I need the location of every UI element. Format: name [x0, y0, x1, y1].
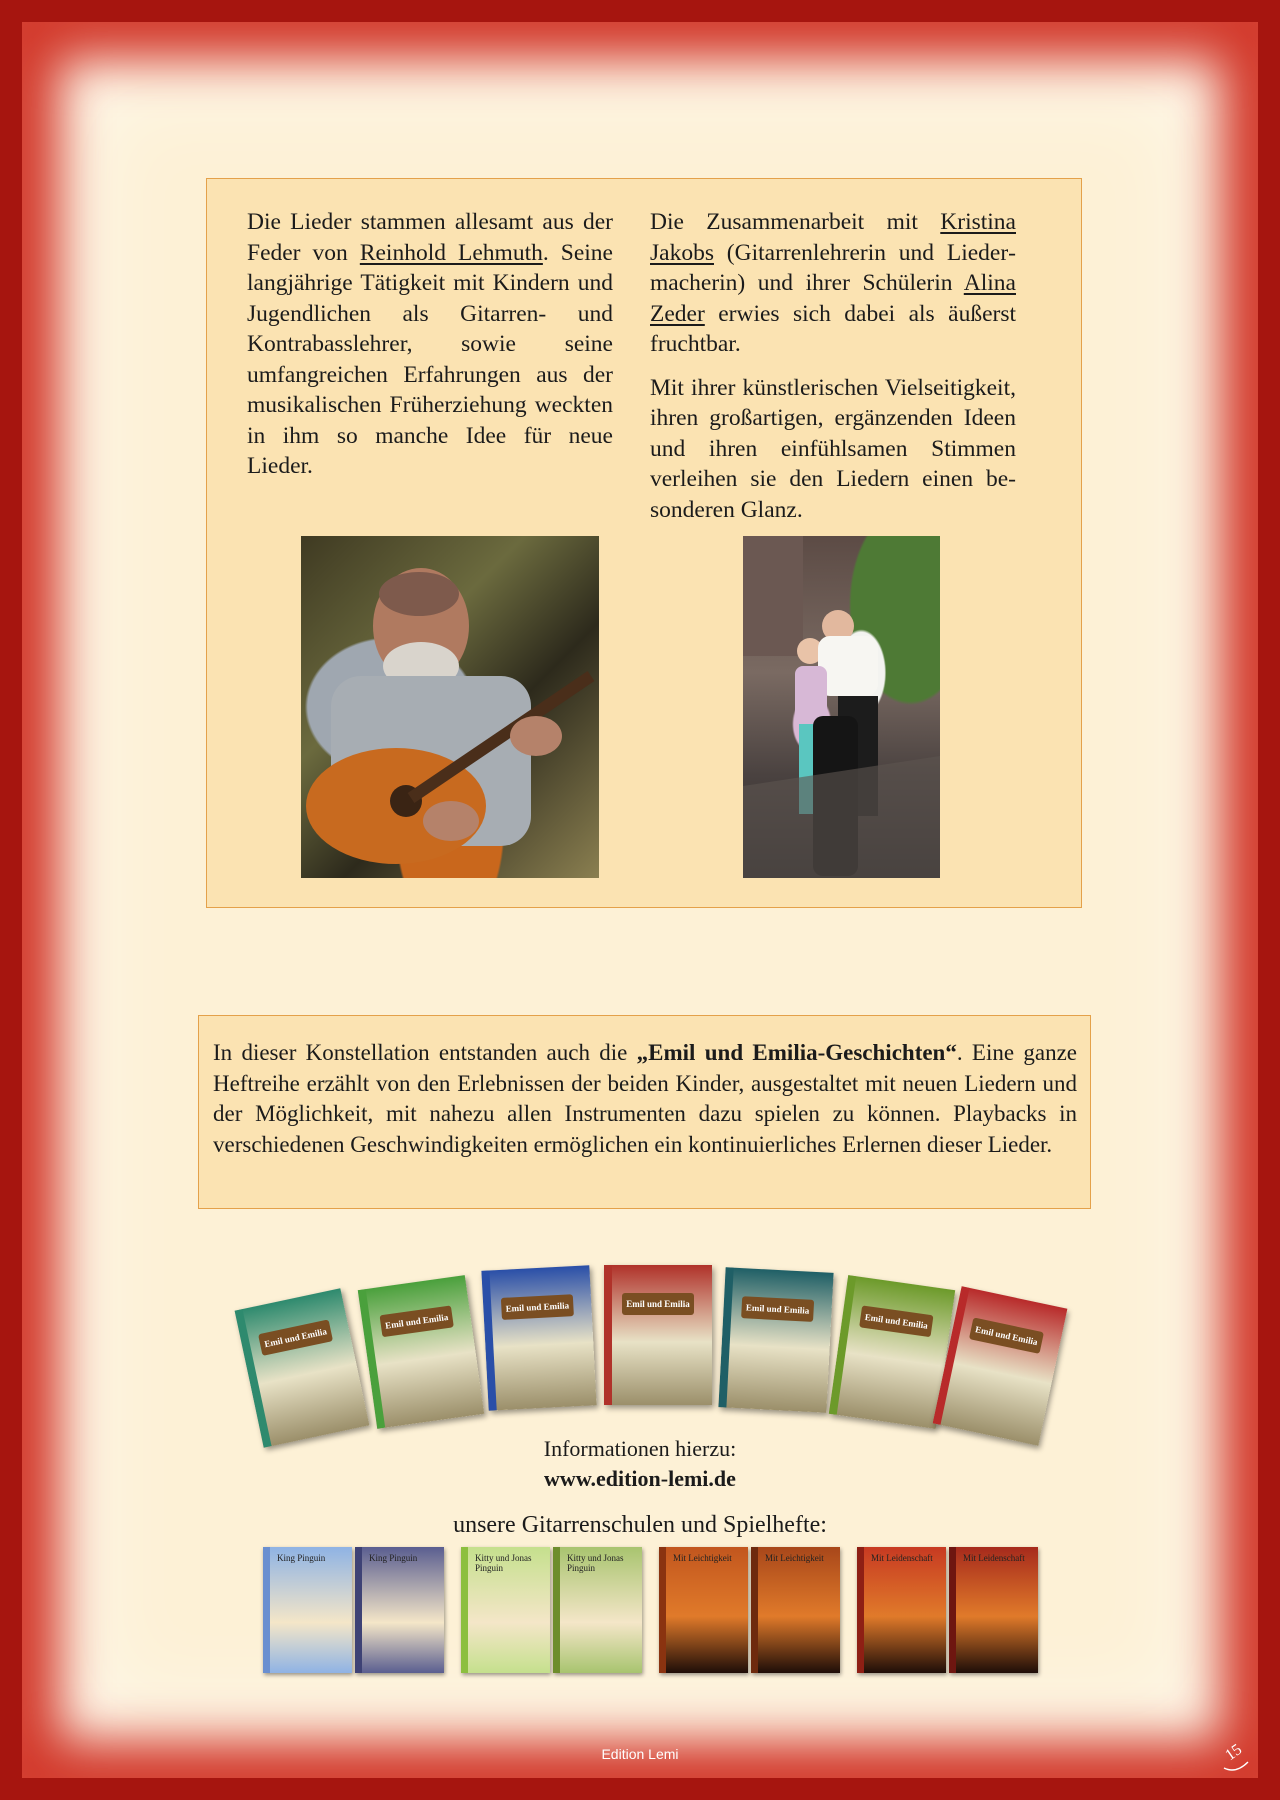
series-paragraph — [213, 1038, 1077, 1160]
book-title: Mit Leidenschaft — [963, 1553, 1025, 1563]
book-title: Mit Leichtigkeit — [765, 1553, 824, 1563]
right-text-c: erwies sich dabei als äußerst fruchtbar. — [650, 300, 1016, 357]
series-info-box — [198, 1015, 1091, 1209]
left-text-b: . Seine langjährige Tätigkeit mit Kindern und Jugendlichen als Gitarren- und Kontrabasslehrer, sowie seine umfangreichen Erfahrungen aus der musikalischen Früherziehung weckten in ihm so manche Idee für neue Lieder. — [247, 239, 613, 479]
right-text-a: Die Zusammenarbeit mit — [650, 209, 941, 235]
guitar-schools-label: unsere Gitarrenschulen und Spielhefte: — [453, 1512, 827, 1538]
series-description: . Eine ganze Heftreihe erzählt von den Erlebnissen der beiden Kinder, ausgestaltet mit neuen Liedern und der Möglichkeit, mit nahezu allen Instrumenten dazu spielen zu können. Playbacks in verschiedenen Geschwindigkeiten ermöglichen ein kontinuierliches Erlernen dieser Lieder. — [213, 1040, 1077, 1157]
cover-title: Emil und Emilia — [501, 1294, 574, 1320]
cover-title: Emil und Emilia — [258, 1319, 333, 1355]
cover-title: Emil und Emilia — [741, 1296, 814, 1322]
link-alina-zeder[interactable]: Alina Zeder — [650, 270, 1016, 327]
link-reinhold-lehmuth[interactable]: Reinhold Lehmuth — [359, 239, 543, 266]
book-title: Kitty und Jonas Pinguin — [567, 1553, 624, 1573]
emil-cover-4[interactable] — [604, 1265, 712, 1405]
page-number-text: 15 — [1222, 1741, 1246, 1765]
cover-title: Emil und Emilia — [622, 1293, 694, 1315]
book-title: Mit Leidenschaft — [871, 1553, 933, 1563]
photo-teacher-student — [743, 536, 940, 878]
series-intro: In dieser Konstellation entstanden auch die — [213, 1040, 637, 1065]
book-title: Mit Leichtigkeit — [673, 1553, 732, 1563]
left-column — [247, 207, 613, 495]
info-label: Informationen hierzu: — [543, 1436, 737, 1461]
cover-title: Emil und Emilia — [380, 1305, 454, 1337]
emil-cover-5[interactable] — [718, 1267, 833, 1412]
bio-box — [206, 178, 1082, 908]
book-title: King Pinguin — [369, 1553, 418, 1563]
book-title: Kitty und Jonas Pinguin — [475, 1553, 532, 1573]
emil-cover-3[interactable] — [481, 1265, 596, 1410]
series-title: „Emil und Emilia-Geschichten“ — [636, 1040, 957, 1065]
left-text-a: Die Lieder stammen allesamt aus der Feder von — [247, 209, 613, 266]
footer-publisher: Edition Lemi — [601, 1746, 679, 1762]
book-title: King Pinguin — [277, 1553, 326, 1563]
cover-title: Emil und Emilia — [969, 1317, 1044, 1353]
link-kristina-jakobs[interactable]: Kristina Jakobs — [650, 209, 1016, 266]
right-paragraph-2: Mit ihrer künstlerischen Vielseitigkeit, ihren großartigen, ergänzenden Ideen und ihren einfühlsamen Stimmen verleihen sie den Liedern einen besonderen Glanz. — [650, 374, 1016, 523]
page-number — [1218, 1738, 1254, 1774]
right-text-b: (Gitarrenlehrerin und Liedermacherin) und ihrer Schülerin — [650, 239, 1016, 296]
website-link[interactable]: www.edition-lemi.de — [544, 1466, 736, 1491]
cover-spine — [604, 1265, 612, 1405]
right-column — [650, 207, 1016, 538]
emil-cover-2[interactable] — [358, 1275, 484, 1429]
photo-guitarist — [301, 536, 599, 878]
left-paragraph — [247, 207, 613, 482]
cover-title: Emil und Emilia — [859, 1305, 933, 1337]
right-paragraph-1 — [650, 207, 1016, 360]
